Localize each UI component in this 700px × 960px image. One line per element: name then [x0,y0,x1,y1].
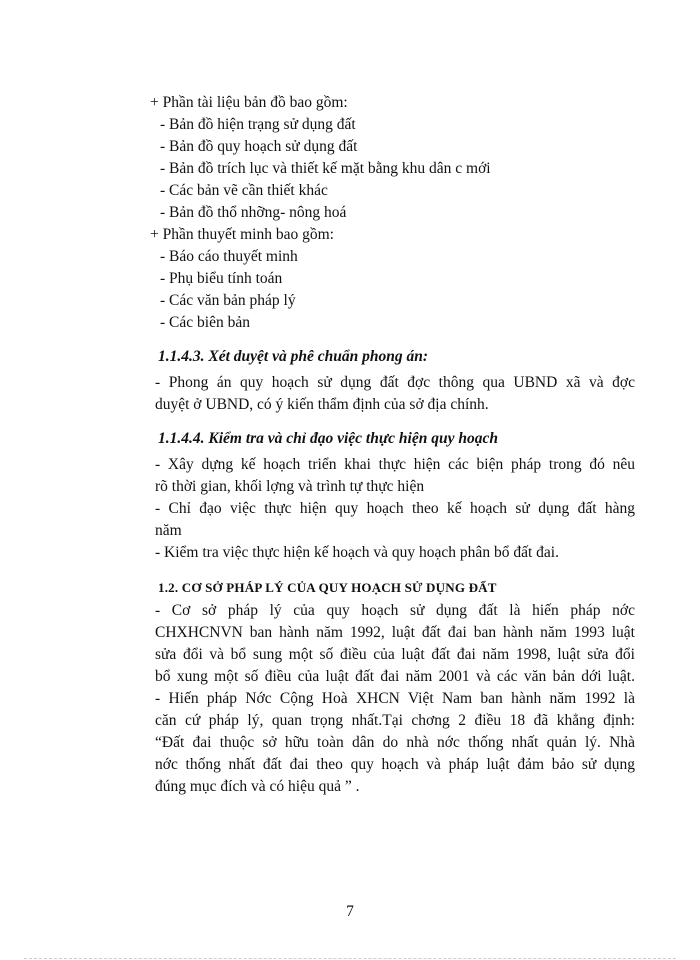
text-line: - Bản đồ quy hoạch sử dụng đất [160,138,358,155]
text-line: - Hiến pháp Nớc Cộng Hoà XHCN Việt Nam ban hành năm 1992 là [155,690,635,707]
text-line: - Phong án quy hoạch sử dụng đất đợc thông qua UBND xã và đợc [155,374,635,391]
page-number: 7 [346,903,354,920]
text-line: - Kiểm tra việc thực hiện kế hoạch và quy hoạch phân bổ đất đai. [155,544,559,561]
text-line: căn cứ pháp lý, quan trọng nhất.Tại chơng 2 điều 18 đã khẳng định: [155,712,635,729]
section-heading: 1.2. CƠ SỞ PHÁP LÝ CỦA QUY HOẠCH SỬ DỤNG ĐẤT [158,580,497,595]
text-line: - Bản đồ hiện trạng sử dụng đất [160,116,356,133]
section-heading: 1.1.4.4. Kiểm tra và chỉ đạo việc thực hiện quy hoạch [158,430,498,447]
text-line: nớc thống nhất đất đai theo quy hoạch và pháp luật đảm bảo sử dụng [155,756,635,773]
text-line: - Các bản vẽ cần thiết khác [160,182,328,199]
section-heading: 1.1.4.3. Xét duyệt và phê chuẩn phong án: [158,348,428,365]
page-bottom-divider [24,958,676,959]
text-line: - Chỉ đạo việc thực hiện quy hoạch theo kế hoạch sử dụng đất hàng [155,500,635,517]
text-line: “Đất đai thuộc sở hữu toàn dân do nhà nớc thống nhất quản lý. Nhà [155,734,635,751]
text-line: rõ thời gian, khối lợng và trình tự thực hiện [155,478,425,495]
text-line: - Các văn bản pháp lý [160,292,296,309]
text-line: - Xây dựng kế hoạch triển khai thực hiện các biện pháp trong đó nêu [155,456,635,473]
text-line: - Phụ biểu tính toán [160,270,283,287]
text-line: bổ xung một số điều của luật đất đai năm 2001 và các văn bản dới luật. [155,668,635,685]
text-line: + Phần thuyết minh bao gồm: [150,226,334,243]
text-line: duyệt ở UBND, có ý kiến thẩm định của sở địa chính. [155,396,489,413]
text-line: sửa đổi và bổ sung một số điều của luật đất đai năm 1998, luật sửa đổi [155,646,635,663]
text-line: - Bản đồ thổ nhỡng- nông hoá [160,204,347,221]
text-line: - Các biên bản [160,314,250,331]
text-line: CHXHCNVN ban hành năm 1992, luật đất đai ban hành năm 1993 luật [155,624,635,641]
text-line: - Bản đồ trích lục và thiết kế mặt bằng khu dân c mới [160,160,491,177]
text-line: - Cơ sở pháp lý của quy hoạch sử dụng đất là hiến pháp nớc [155,602,635,619]
text-line: đúng mục đích và có hiệu quả ” . [155,778,360,795]
text-line: năm [155,522,182,539]
text-line: - Báo cáo thuyết minh [160,248,298,265]
text-line: + Phần tài liệu bản đồ bao gồm: [150,94,348,111]
